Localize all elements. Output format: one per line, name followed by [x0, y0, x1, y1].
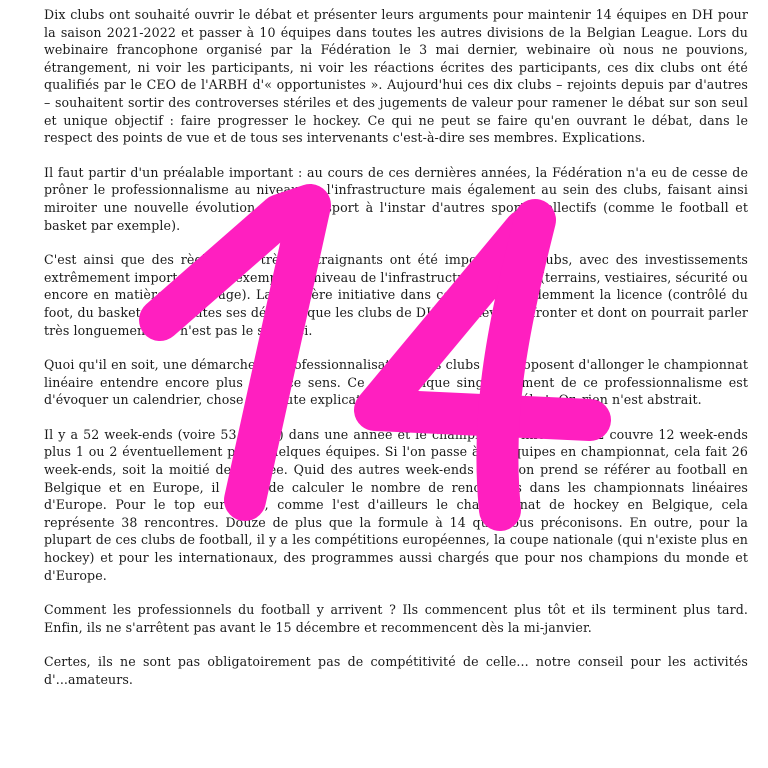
paragraph-football-comparison: Comment les professionnels du football y arrivent ? Ils commencent plus tôt et ils terminent plus tard. Enfin, ils ne s'arrêtent pas avant le 15 décembre et recommencent dès la mi-janvier. [44, 602, 748, 635]
cropped-header-line [44, 0, 748, 4]
paragraph-preamble: Il faut partir d'un préalable important : au cours de ces dernières années, la Fédération n'a eu de cesse de prôner le professionnalisme au niveau de l'infrastructure mais également au sein des clubs, faisant ainsi miroiter une nouvelle évolution de notre sport à l'instar d'autres sports collectifs (comme le football et basket par exemple). [44, 164, 748, 233]
paragraph-weekends: Il y a 52 week-ends (voire 53 ou 57) dans une année et le championnat linéaire à 12 couvre 12 week-ends plus 1 ou 2 éventuellement pour quelques équipes. Si l'on passe à 14 équipes en championnat, cela fait 26 week-ends, soit la moitié de l'année. Quid des autres week-ends ? Si l'on prend se référer au football en Belgique et en Europe, il suffit de calculer le nombre de rencontres dans les championnats linéaires d'Europe. Pour le top européen, comme l'est d'ailleurs le championnat de hockey en Belgique, cela représente 38 rencontres. Douze de plus que la formule à 14 que nous préconisons. En outre, pour la plupart de ces clubs de football, il y a les compétitions européennes, la coupe nationale (qui n'existe plus en hockey) et pour les internationaux, des programmes aussi chargés que pour nos champions du monde et d'Europe. [44, 426, 748, 583]
paragraph-truncated: Certes, ils ne sont pas obligatoirement pas de compétitivité de celle... notre conseil pour les activités d'...amateurs. [44, 654, 748, 687]
paragraph-intro: Dix clubs ont souhaité ouvrir le débat et présenter leurs arguments pour maintenir 14 équipes en DH pour la saison 2021-2022 et passer à 10 équipes dans toutes les autres divisions de la Belgian League. Lors du webinaire francophone organisé par la Fédération le 3 mai dernier, webinaire où nous ne pouvions, étrangement, ni voir les participants, ni voir les réactions écrites des participants, ces dix clubs ont été qualifiés par le CEO de l'ARBH d'« opportunistes ». Aujourd'hui ces dix clubs – rejoints depuis par d'autres – souhaitent sortir des controverses stériles et des jugements de valeur pour ramener le débat sur son seul et unique objectif : faire progresser le hockey. Ce qui ne peut se faire qu'en ouvrant le débat, dans le respect des points de vue et de tous ses intervenants c'est-à-dire ses membres. Explications. [44, 7, 748, 146]
paragraph-regulations: C'est ainsi que des règlements très contraignants ont été imposés aux clubs, avec des investissements extrêmement importants par exemple au niveau de l'infrastructure sportive (terrains, vestiaires, sécurité ou encore en matière d'éclairage). La dernière initiative dans ce sens est évidemment la licence (contrôlé du foot, du basket et de toutes ses dérivés) que les clubs de DH vont devoir affronter et dont on pourrait parler très longuement. Ce n'est pas le sujet ici. [44, 252, 748, 338]
article-body [44, 6, 748, 706]
paragraph-professionalism: Quoi qu'il en soit, une démarche de professionnalisation. Les clubs qui proposent d'allonger le championnat linéaire entendre encore plus dans ce sens. Ce qui manque singulièrement de ce professionnalisme est d'évoquer un calendrier, chose qui toute explication au refus d'ouvrir le débat. Or, rien n'est abstrait. [44, 357, 748, 408]
